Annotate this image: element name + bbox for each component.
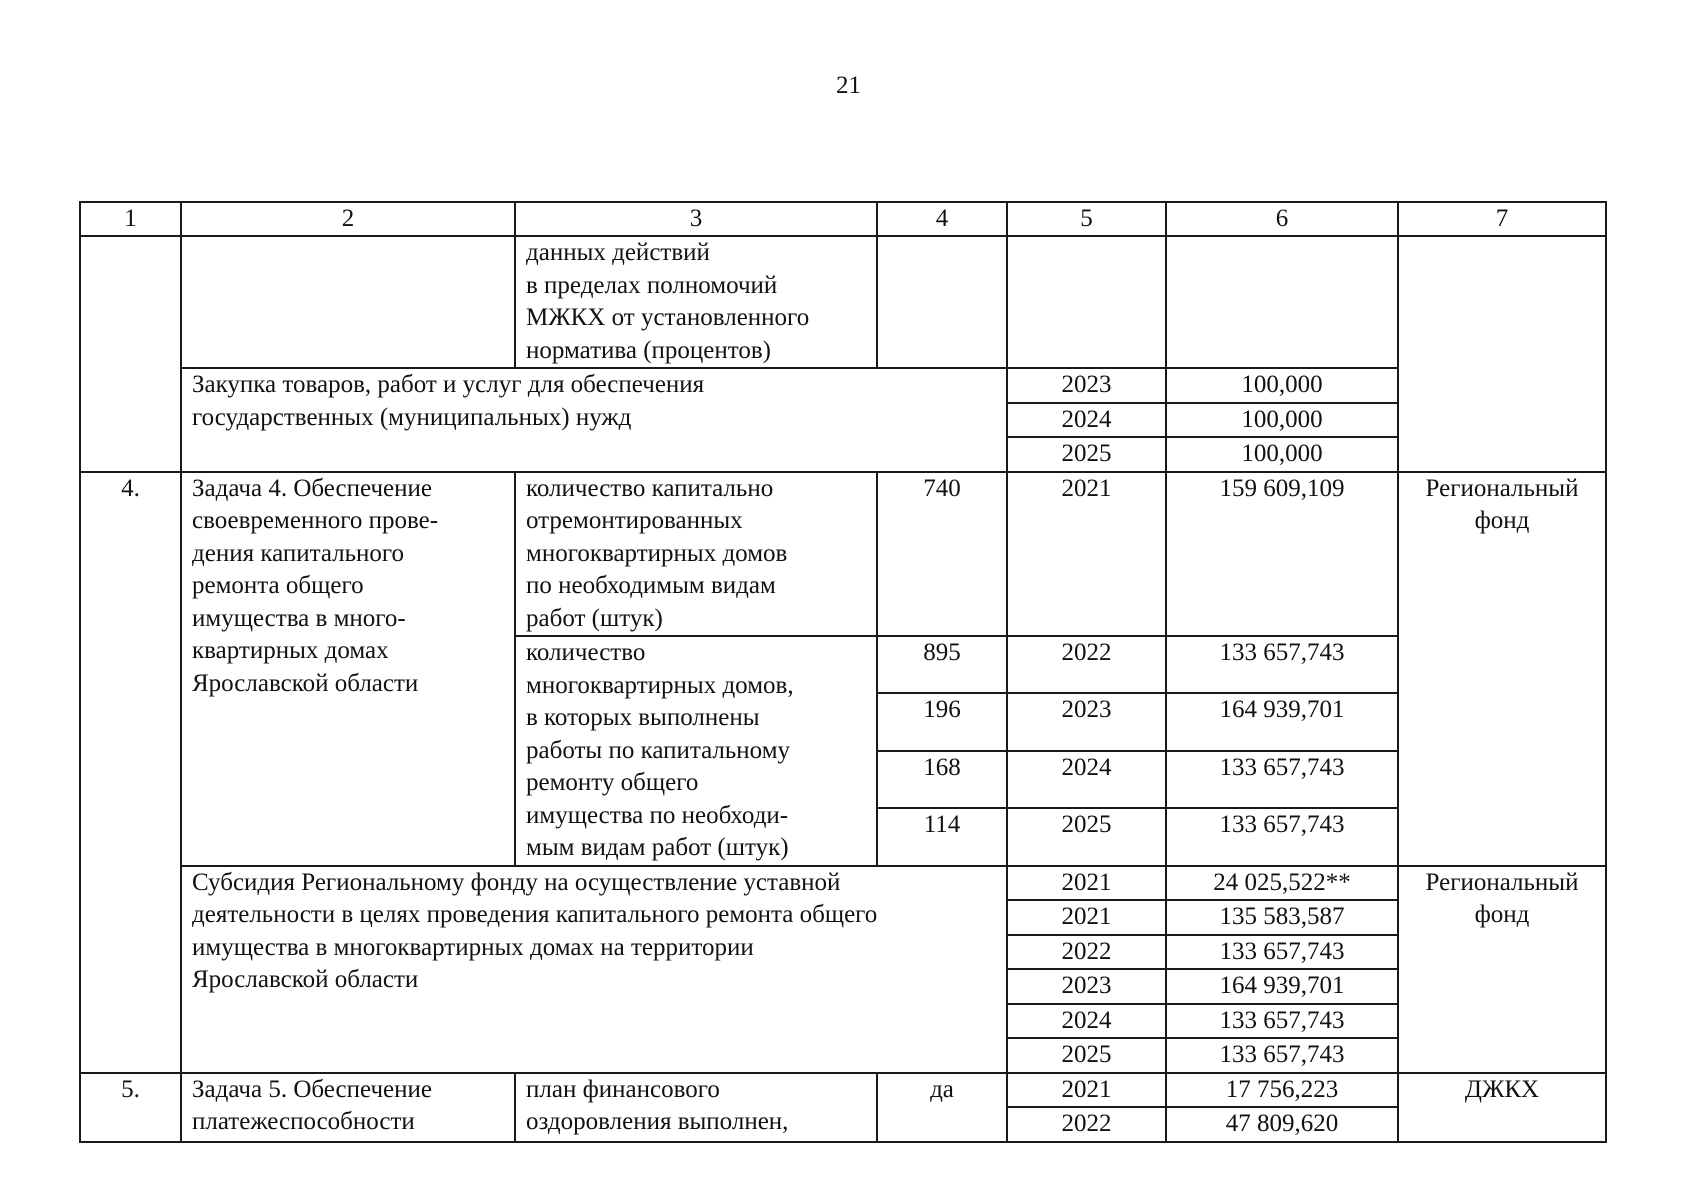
- column-header: 1: [80, 202, 181, 236]
- value-cell: 114: [877, 808, 1007, 865]
- amount-cell: 17 756,223: [1166, 1073, 1398, 1108]
- value-cell: 196: [877, 693, 1007, 750]
- indicator-cell: [515, 636, 877, 866]
- amount-cell: 47 809,620: [1166, 1107, 1398, 1142]
- indicator-text: план финансового: [526, 1075, 720, 1103]
- subsidy-text: Ярославской области: [192, 966, 419, 993]
- year-cell: 2023: [1007, 693, 1166, 750]
- amount-cell: 133 657,743: [1166, 1038, 1398, 1073]
- year-cell: 2023: [1007, 368, 1166, 403]
- task-text: Ярославской области: [192, 669, 419, 697]
- indicator-text: имущества по необходи-: [526, 801, 789, 829]
- year-cell: 2021: [1007, 866, 1166, 901]
- task-cell: [181, 1073, 515, 1142]
- indicator-text: количество капитально: [526, 474, 774, 502]
- amount-cell: 164 939,701: [1166, 969, 1398, 1004]
- task-text: платежеспособности: [192, 1108, 415, 1135]
- year-cell: 2021: [1007, 1073, 1166, 1108]
- indicator-text: отремонтированных: [526, 507, 743, 534]
- executor-cell: ДЖКХ: [1398, 1073, 1606, 1142]
- table-row: [80, 236, 1606, 368]
- task-cell: [181, 472, 515, 866]
- value-cell: да: [877, 1073, 1007, 1142]
- number-cell: 5.: [80, 1073, 181, 1142]
- amount-cell: 133 657,743: [1166, 751, 1398, 808]
- table-row: [80, 866, 1606, 901]
- year-cell: [1007, 236, 1166, 368]
- column-header: 2: [181, 202, 515, 236]
- task-text: Задача 5. Обеспечение: [192, 1075, 432, 1103]
- indicator-text: многоквартирных домов: [526, 539, 788, 567]
- column-header: 7: [1398, 202, 1606, 236]
- subsidy-text: Субсидия Региональному фонду на осуществление уставной: [192, 868, 841, 896]
- subsidy-text: имущества в многоквартирных домах на территории: [192, 933, 754, 961]
- indicator-cell: [515, 1073, 877, 1142]
- program-table: [79, 201, 1607, 1143]
- amount-cell: 100,000: [1166, 403, 1398, 438]
- task-cell: [181, 236, 515, 368]
- year-cell: 2024: [1007, 1004, 1166, 1039]
- indicator-text: работы по капитальному: [526, 736, 791, 764]
- amount-cell: 133 657,743: [1166, 935, 1398, 970]
- indicator-text: данных действий: [526, 239, 710, 266]
- purchase-text: Закупка товаров, работ и услуг для обеспечения: [192, 371, 705, 398]
- indicator-text: в пределах полномочий: [526, 271, 778, 299]
- amount-cell: 159 609,109: [1166, 472, 1398, 637]
- column-header: 3: [515, 202, 877, 236]
- table-row: [80, 472, 1606, 637]
- executor-text: Региональный: [1425, 474, 1579, 502]
- value-cell: 740: [877, 472, 1007, 637]
- year-cell: 2022: [1007, 636, 1166, 693]
- task-text: ремонта общего: [192, 572, 364, 599]
- amount-cell: [1166, 236, 1398, 368]
- task-text: квартирных домах: [192, 637, 389, 664]
- column-header: 5: [1007, 202, 1166, 236]
- executor-text: фонд: [1474, 507, 1530, 534]
- purchase-text: государственных (муниципальных) нужд: [192, 403, 632, 431]
- year-cell: 2024: [1007, 403, 1166, 438]
- indicator-text: ремонту общего: [526, 769, 699, 796]
- amount-cell: 100,000: [1166, 368, 1398, 403]
- table-row: [80, 368, 1606, 403]
- column-header: 6: [1166, 202, 1398, 236]
- year-cell: 2021: [1007, 472, 1166, 637]
- executor-text: Региональный: [1425, 868, 1579, 896]
- header-row: [80, 202, 1606, 236]
- indicator-text: МЖКХ от установленного: [526, 304, 810, 331]
- executor-cell: [1398, 866, 1606, 1073]
- subsidy-cell: [181, 866, 1007, 1073]
- value-cell: [877, 236, 1007, 368]
- amount-cell: 24 025,522**: [1166, 866, 1398, 901]
- indicator-text: количество: [526, 639, 646, 666]
- subsidy-text: деятельности в целях проведения капитального ремонта общего: [192, 901, 878, 928]
- year-cell: 2023: [1007, 969, 1166, 1004]
- indicator-text: работ (штук): [526, 604, 663, 632]
- executor-cell: [1398, 472, 1606, 866]
- indicator-text: по необходимым видам: [526, 572, 776, 599]
- amount-cell: 133 657,743: [1166, 636, 1398, 693]
- page-number: 21: [836, 72, 861, 99]
- purchase-cell: [181, 368, 1007, 472]
- indicator-cell: [515, 236, 877, 368]
- year-cell: 2022: [1007, 1107, 1166, 1142]
- executor-cell: [1398, 236, 1606, 472]
- task-text: имущества в много-: [192, 604, 406, 632]
- indicator-text: мым видам работ (штук): [526, 834, 789, 861]
- value-cell: 895: [877, 636, 1007, 693]
- indicator-text: в которых выполнены: [526, 704, 760, 731]
- amount-cell: 133 657,743: [1166, 1004, 1398, 1039]
- task-text: дения капитального: [192, 539, 405, 567]
- executor-text: фонд: [1474, 901, 1530, 928]
- indicator-text: норматива (процентов): [526, 336, 772, 364]
- column-header: 4: [877, 202, 1007, 236]
- year-cell: 2021: [1007, 900, 1166, 935]
- indicator-text: оздоровления выполнен,: [526, 1108, 789, 1135]
- amount-cell: 164 939,701: [1166, 693, 1398, 750]
- indicator-text: многоквартирных домов,: [526, 671, 794, 699]
- task-text: своевременного прове-: [192, 507, 439, 534]
- number-cell: 4.: [80, 472, 181, 1073]
- amount-cell: 100,000: [1166, 437, 1398, 472]
- year-cell: 2025: [1007, 1038, 1166, 1073]
- task-text: Задача 4. Обеспечение: [192, 474, 432, 502]
- year-cell: 2025: [1007, 437, 1166, 472]
- year-cell: 2022: [1007, 935, 1166, 970]
- value-cell: 168: [877, 751, 1007, 808]
- year-cell: 2024: [1007, 751, 1166, 808]
- year-cell: 2025: [1007, 808, 1166, 865]
- number-cell: [80, 236, 181, 472]
- indicator-cell: [515, 472, 877, 637]
- amount-cell: 133 657,743: [1166, 808, 1398, 865]
- amount-cell: 135 583,587: [1166, 900, 1398, 935]
- table-row: [80, 1073, 1606, 1108]
